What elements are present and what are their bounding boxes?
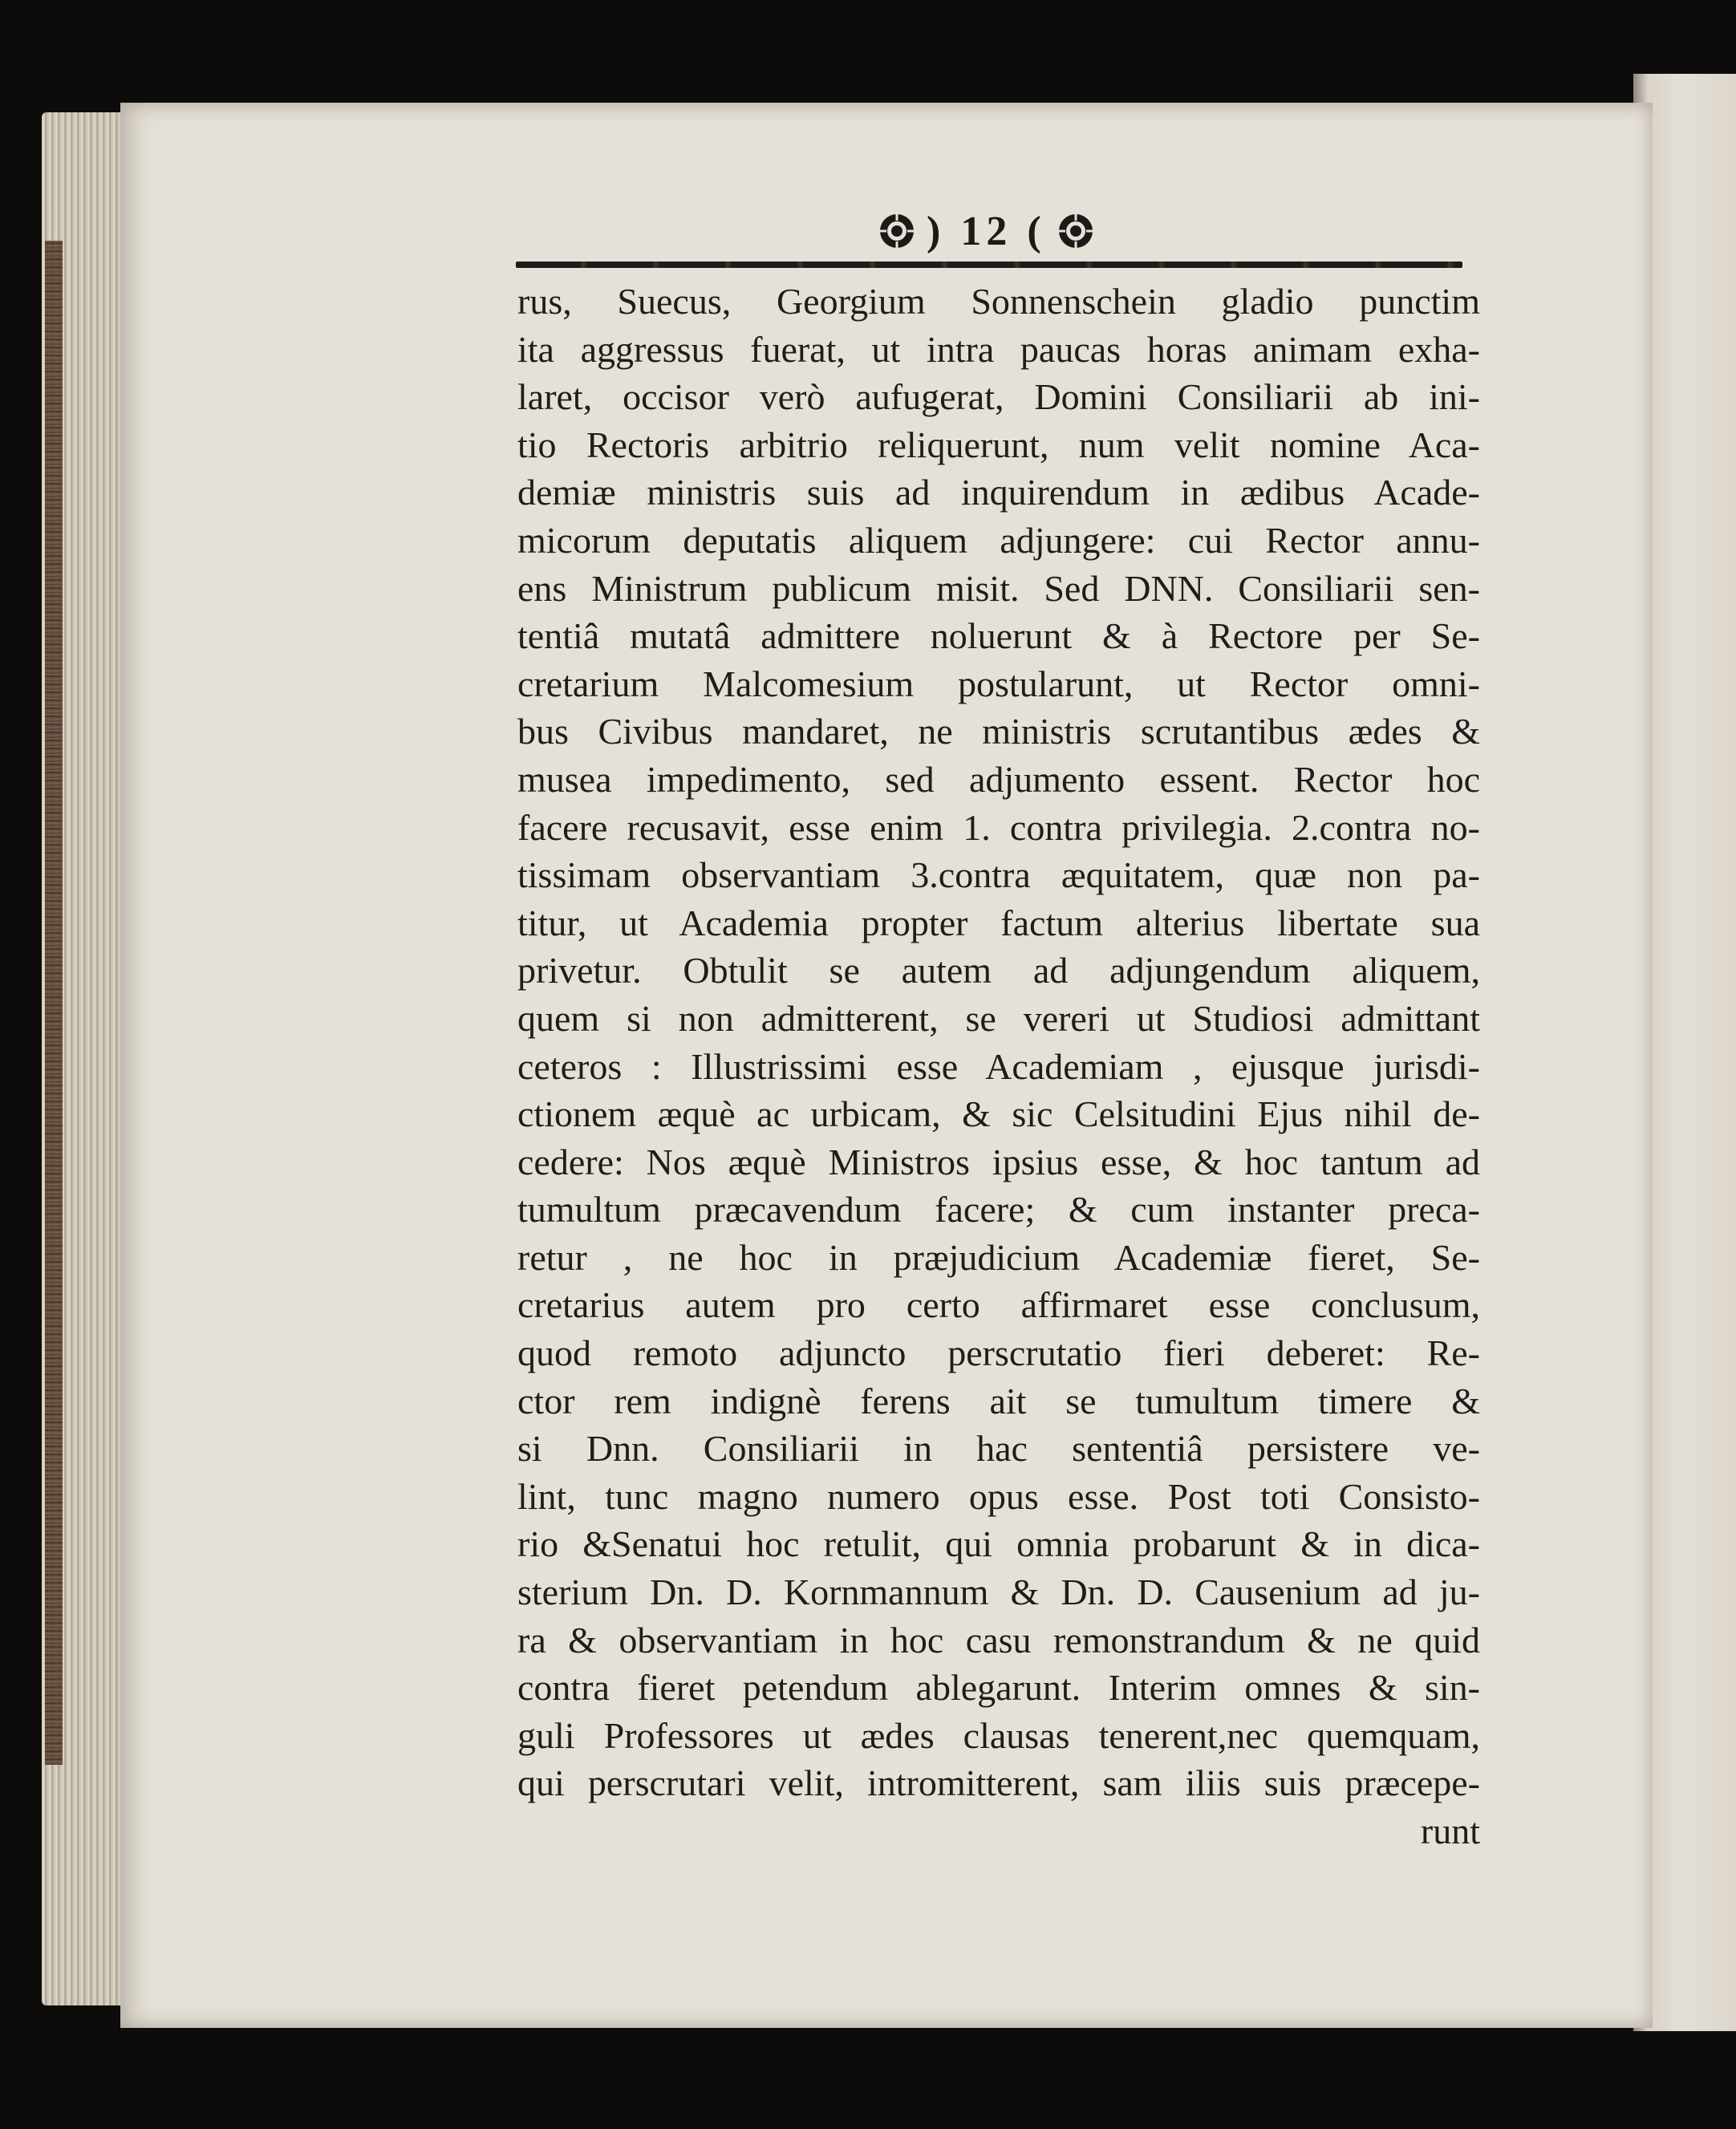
text-line: demiæ ministris suis ad inquirendum in ædibus Acade- xyxy=(517,472,1480,513)
header-rule xyxy=(516,262,1462,268)
marbled-fore-edge xyxy=(45,241,63,1765)
body-text xyxy=(517,278,1480,1855)
rosette-ornament-icon xyxy=(1057,213,1094,249)
text-line: retur , ne hoc in præjudicium Academiæ fieret, Se- xyxy=(517,1236,1480,1278)
text-line: facere recusavit, esse enim 1. contra privilegia. 2.contra no- xyxy=(517,806,1480,848)
text-line: tio Rectoris arbitrio reliquerunt, num velit nomine Aca- xyxy=(517,424,1480,465)
text-line: tissimam observantiam 3.contra æquitatem, quæ non pa- xyxy=(517,854,1480,896)
text-line: bus Civibus mandaret, ne ministris scrutantibus ædes & xyxy=(517,711,1480,752)
text-line: privetur. Obtulit se autem ad adjungendum aliquem, xyxy=(517,950,1480,992)
text-line: contra fieret petendum ablegarunt. Interim omnes & sin- xyxy=(517,1667,1480,1709)
text-line: rio &Senatui hoc retulit, qui omnia probarunt & in dica- xyxy=(517,1523,1480,1565)
text-line: titur, ut Academia propter factum alterius libertate sua xyxy=(517,902,1480,943)
text-line: si Dnn. Consiliarii in hac sententiâ persistere ve- xyxy=(517,1428,1480,1470)
text-line: lint, tunc magno numero opus esse. Post toti Consisto- xyxy=(517,1475,1480,1517)
text-line: tumultum præcavendum facere; & cum instanter preca- xyxy=(517,1189,1480,1231)
text-line: cretarium Malcomesium postularunt, ut Rector omni- xyxy=(517,663,1480,704)
text-line: rus, Suecus, Georgium Sonnenschein gladio punctim xyxy=(517,281,1480,322)
text-line: quem si non admitterent, se vereri ut Studiosi admittant xyxy=(517,997,1480,1039)
text-line: micorum deputatis aliquem adjungere: cui Rector annu- xyxy=(517,519,1480,561)
text-line: ceteros : Illustrissimi esse Academiam , ejusque jurisdi- xyxy=(517,1045,1480,1087)
text-line: sterium Dn. D. Kornmannum & Dn. D. Causenium ad ju- xyxy=(517,1571,1480,1613)
text-line: ctionem æquè ac urbicam, & sic Celsitudini Ejus nihil de- xyxy=(517,1093,1480,1135)
rosette-ornament-icon xyxy=(878,213,915,249)
catchword: runt xyxy=(1420,1811,1480,1851)
text-line: ens Ministrum publicum misit. Sed DNN. Consiliarii sen- xyxy=(517,567,1480,609)
text-line: qui perscrutari velit, intromitterent, sam iliis suis præcepe- xyxy=(517,1762,1480,1804)
page-number: ) 12 ( xyxy=(927,208,1046,254)
text-line: ra & observantiam in hoc casu remonstrandum & ne quid xyxy=(517,1619,1480,1661)
text-line: ita aggressus fuerat, ut intra paucas horas animam exha- xyxy=(517,328,1480,370)
text-line: cedere: Nos æquè Ministros ipsius esse, & hoc tantum ad xyxy=(517,1141,1480,1182)
page-header xyxy=(878,207,1094,255)
text-line: tentiâ mutatâ admittere noluerunt & à Rectore per Se- xyxy=(517,615,1480,657)
text-line: quod remoto adjuncto perscrutatio fieri deberet: Re- xyxy=(517,1332,1480,1374)
text-line: ctor rem indignè ferens ait se tumultum timere & xyxy=(517,1380,1480,1421)
text-line: guli Professores ut ædes clausas tenerent,nec quemquam, xyxy=(517,1714,1480,1756)
text-line: laret, occisor verò aufugerat, Domini Consiliarii ab ini- xyxy=(517,376,1480,418)
text-line: musea impedimento, sed adjumento essent. Rector hoc xyxy=(517,758,1480,800)
text-line: cretarius autem pro certo affirmaret esse conclusum, xyxy=(517,1284,1480,1326)
